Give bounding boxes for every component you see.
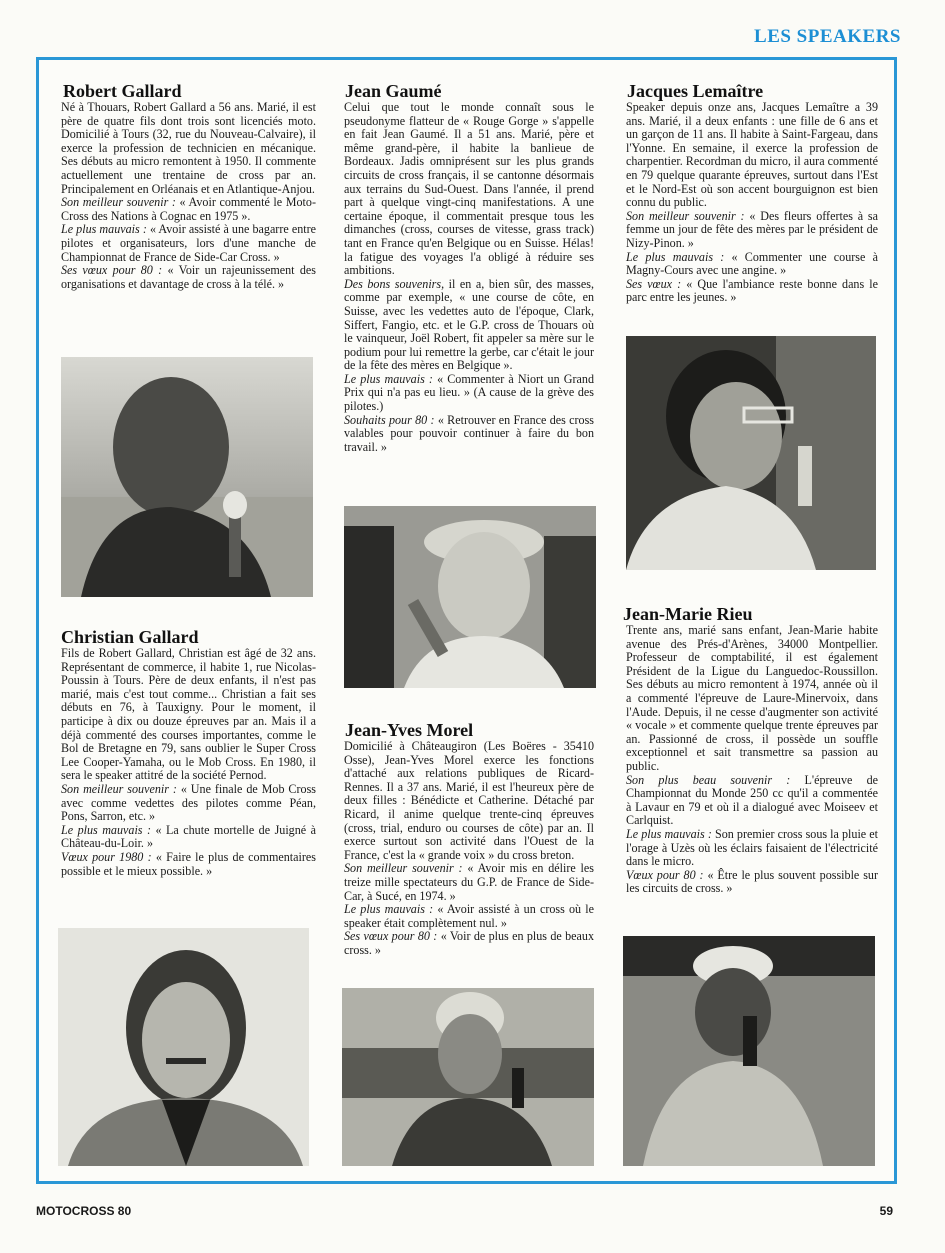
- q-text: « Des fleurs offertes à sa femme un jour de fête des mères par le président de Nizy-Pinon. »: [626, 208, 878, 250]
- q-label: Vœux pour 80 :: [626, 867, 704, 882]
- q-text: « Être le plus souvent possible sur les circuits de cross. »: [626, 867, 878, 896]
- speaker-bio: [344, 740, 594, 958]
- q-label: Des bons souvenirs,: [344, 276, 445, 291]
- speaker-name: Jean Gaumé: [345, 81, 442, 101]
- portrait-photo-icon: [626, 336, 876, 570]
- q-label: Ses vœux pour 80 :: [61, 263, 163, 278]
- q-label: Vœux pour 1980 :: [61, 849, 152, 864]
- speaker-bio: [344, 101, 594, 454]
- speaker-name: Christian Gallard: [61, 627, 199, 647]
- speaker-name: Jean-Marie Rieu: [623, 604, 753, 624]
- speaker-bio: [626, 101, 878, 305]
- q-text: Son premier cross sous la pluie et l'orage à Uzès où les éclairs faisaient de l'électricité dans le micro.: [626, 826, 878, 869]
- q-label: Le plus mauvais :: [626, 249, 725, 264]
- section-title: LES SPEAKERS: [754, 26, 901, 47]
- q-text: « La chute mortelle de Juigné à Château-du-Loir. »: [61, 822, 316, 851]
- speaker-bio: [61, 647, 316, 878]
- speaker-name: Robert Gallard: [63, 81, 182, 101]
- speaker-bio: [61, 101, 316, 291]
- speaker-photo: [61, 357, 313, 597]
- q-text: « Voir un rajeunissement des organisations et davantage de cross à la télé. »: [61, 263, 316, 291]
- q-text: « Retrouver en France des cross valables pour pouvoir continuer à faire du bon travail. »: [344, 412, 594, 454]
- q-label: Ses vœux :: [626, 276, 682, 291]
- q-label: Souhaits pour 80 :: [344, 412, 435, 427]
- bio-text: Né à Thouars, Robert Gallard a 56 ans. Marié, il est père de quatre fils dont trois sont licenciés moto. Domicilié à Tours (32, rue du Nouveau-Calvaire), il exerce la profession de technicien en mécanique. Ses débuts au micro remontent à 1950. Il commente actuellement une trentaine de cross par an. Principalement en Orléanais et en Atlantique-Anjou.: [61, 100, 316, 196]
- q-label: Le plus mauvais :: [61, 222, 147, 237]
- q-label: Le plus mauvais :: [626, 826, 712, 841]
- q-label: Son meilleur souvenir :: [344, 861, 463, 876]
- q-text: « Avoir assisté à une bagarre entre pilotes et organisateurs, lors d'une manche de Championnat de France de Side-Car Cross. »: [61, 222, 316, 264]
- portrait-photo-icon: [342, 988, 594, 1166]
- q-label: Le plus mauvais :: [344, 371, 433, 386]
- speaker-photo: [626, 336, 876, 570]
- q-text: « Voir de plus en plus de beaux cross. »: [344, 929, 594, 957]
- speaker-photo: [58, 928, 309, 1166]
- bio-text: Speaker depuis onze ans, Jacques Lemaître a 39 ans. Marié, il a deux enfants : une fille de 6 ans et un garçon de 11 ans. Il habite à Saint-Fargeau, dans l'Yonne. En semaine, il exerce la profession de charpentier. Recordman du micro, il aura commenté en 79 quelque quarante épreuves, surtout dans l'Est et le Nord-Est où son accent bourguignon est bien connu du public.: [626, 100, 878, 210]
- q-label: Ses vœux pour 80 :: [344, 929, 438, 944]
- speaker-photo: [344, 506, 596, 688]
- bio-text: Celui que tout le monde connaît sous le pseudonyme flatteur de « Rouge Gorge » s'appelle en fait Jean Gaumé. Il a 51 ans. Marié, père et même grand-père, il habite la banlieue de Bordeaux. Jadis omniprésent sur les plus grands circuits de cross français, il se cantonne désormais aux terrains du Sud-Ouest. Dans l'année, il prend part à quelque vingt-cinq manifestations. A une certaine époque, il commentait presque tous les dimanches (cross, courses de vitesse, grass track) tant en France qu'en Belgique ou en Suisse. Hélas! la fatigue des voyages l'a obligé à réduire ses ambitions.: [344, 100, 594, 278]
- portrait-photo-icon: [61, 357, 313, 597]
- portrait-photo-icon: [344, 506, 596, 688]
- speaker-bio: [626, 624, 878, 896]
- q-label: Son meilleur souvenir :: [61, 195, 176, 210]
- q-text: « Commenter une course à Magny-Cours avec une angine. »: [626, 249, 878, 278]
- q-text: L'épreuve de Championnat du Monde 250 cc qu'il a commentée à Lavaur en 79 et où il a dialogué avec Moiseev et Carlquist.: [626, 772, 878, 828]
- magazine-footer: MOTOCROSS 80: [36, 1204, 132, 1218]
- bio-text: Trente ans, marié sans enfant, Jean-Marie habite avenue des Prés-d'Arènes, 34000 Montpellier. Professeur de comptabilité, il est également Président de la Ligue du Languedoc-Roussillon. Ses débuts au micro remontent à 1974, année où il a commenté l'épreuve de Laure-Minervoix, dans l'Aude. Depuis, il ne cesse d'augmenter son activité « vocale » et commente quelque trente épreuves par an. Passionné de cross, il possède un souffle exceptionnel et sait transmettre sa passion au public.: [626, 623, 878, 773]
- q-text: « Avoir commenté le Moto-Cross des Nations à Cognac en 1975 ».: [61, 195, 316, 223]
- portrait-photo-icon: [58, 928, 309, 1166]
- q-label: Son plus beau souvenir :: [626, 772, 791, 787]
- q-text: « Avoir assisté à un cross où le speaker était complètement nul. »: [344, 902, 594, 930]
- q-text: « Avoir mis en délire les treize mille spectateurs du G.P. de France de Side-Car, à Sucé, en 1974. »: [344, 861, 594, 903]
- q-text: « Une finale de Mob Cross avec comme vedettes des pilotes comme Péan, Pons, Sarron, etc. »: [61, 781, 316, 824]
- page-number: 59: [879, 1204, 893, 1218]
- speaker-name: Jacques Lemaître: [627, 81, 764, 101]
- q-text: il en a, bien sûr, des masses, comme par exemple, « une course de côte, en Suisse, avec les vedettes auto de l'époque, Clark, Siffert, Fangio, etc. et le G.P. cross de Thouars où le vainqueur, Joël Robert, fit appeler sa mère sur le podium pour lui remettre la gerbe, car c'était le jour de la fête des mères en Belgique ».: [344, 276, 594, 373]
- q-label: Le plus mauvais :: [61, 822, 152, 837]
- speaker-photo: [623, 936, 875, 1166]
- bio-text: Domicilié à Châteaugiron (Les Boëres - 35410 Osse), Jean-Yves Morel exerce les fonctions d'attaché aux relations publiques de Ricard-Rennes. Il a 37 ans. Marié, il est l'heureux père de deux filles : Bénédicte et Catherine. Détaché par Ricard, il anime quelque trente-cinq épreuves (cross, trial, enduro ou courses de côte) par an. Il exerce surtout son activité dans l'Ouest de la France, c'est la « grande voix » du cross breton.: [344, 739, 594, 862]
- portrait-photo-icon: [623, 936, 875, 1166]
- q-label: Son meilleur souvenir :: [626, 208, 745, 223]
- speaker-photo: [342, 988, 594, 1166]
- speaker-name: Jean-Yves Morel: [345, 720, 474, 740]
- q-label: Son meilleur souvenir :: [61, 781, 177, 796]
- q-text: « Faire le plus de commentaires possible et le mieux possible. »: [61, 849, 316, 878]
- q-text: « Que l'ambiance reste bonne dans le parc entre les jeunes. »: [626, 276, 878, 305]
- bio-text: Fils de Robert Gallard, Christian est âgé de 32 ans. Représentant de commerce, il habite 1, rue Nicolas-Poussin à Tours. Père de deux enfants, il n'est pas marié, mais c'est tout comme... Christian a fait ses débuts en 76, à Tauxigny. Pour le moment, il participe à dix ou douze épreuves par an. Mais il a déjà commenté des courses importantes, comme le Bol de Bretagne en 79, sans oublier le Super Cross Lee Cooper-Yamaha, ou le Mob Cross. En 1980, il sera le speaker attitré de la société Pernod.: [61, 646, 316, 783]
- q-text: « Commenter à Niort un Grand Prix qui n'a pas eu lieu. » (A cause de la grève des pilotes.): [344, 371, 594, 414]
- q-label: Le plus mauvais :: [344, 902, 434, 917]
- article-frame: [36, 57, 897, 1184]
